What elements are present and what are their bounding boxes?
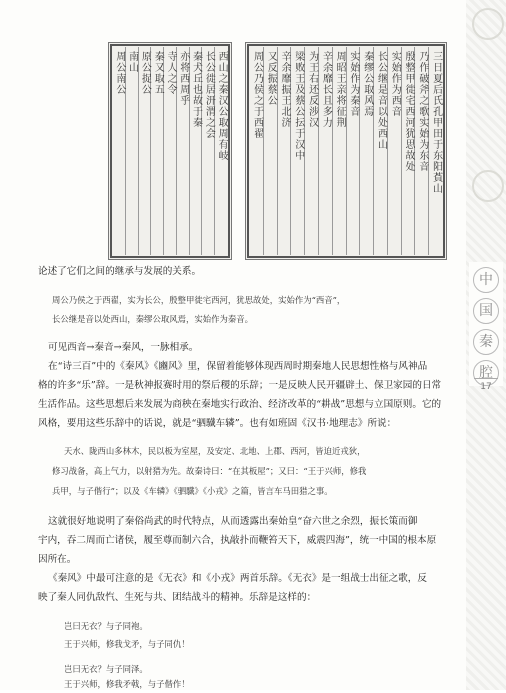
scan-column: 乃作破斧之歌实始为东音 bbox=[416, 51, 428, 172]
knot-ornament-icon bbox=[472, 170, 504, 202]
paragraph-2-line: 在“诗三百”中的《秦风》《豳风》里，保留着能够体现西周时期秦地人民思想性格与风神品 bbox=[48, 361, 428, 372]
knot-ornament-icon bbox=[472, 8, 504, 40]
scan-column: 周公乃侯之于西翟 bbox=[251, 51, 263, 139]
poem-line: 岂曰无衣？与子同袍。 bbox=[64, 621, 148, 631]
book-title-label bbox=[469, 262, 503, 386]
title-char: 中 bbox=[473, 267, 499, 293]
paragraph-2-line: 生活作品。这些思想后来发展为商秧在秦地实行政治、经济改革的“耕战”思想与立国原则。它的 bbox=[38, 399, 442, 410]
scan-column: 周公南公 bbox=[113, 51, 125, 95]
paragraph-2-line: 风格，要用这些乐辞中的话说，就是“驷驖车辚”。也有如班固《汉书·地理志》所说： bbox=[38, 418, 397, 429]
paragraph-2-line: 格的许多“乐”辞。一是秋神报赛时用的祭后稷的乐辞；一是反映人民开疆辟土、保卫家园的日常 bbox=[38, 380, 442, 391]
title-char: 国 bbox=[473, 298, 499, 324]
scan-column: 原公捉公 bbox=[139, 51, 151, 95]
scan-column: 秦犬丘也故于秦 bbox=[190, 51, 202, 128]
scan-column: 西山之秦汉公取周有岐 bbox=[216, 51, 228, 161]
paragraph-3-line: 《秦风》中最可注意的是《无衣》和《小戎》两首乐辞。《无衣》是一组战士出征之歌，反 bbox=[48, 573, 427, 584]
scan-column: 长公徙居汧渭之会 bbox=[203, 51, 215, 139]
scan-column: 实始作为西音 bbox=[389, 51, 401, 117]
woodblock-scan-left bbox=[108, 42, 232, 260]
quote-1-line: 长公继是音以处西山，秦缪公取风焉，实始作为秦音。 bbox=[52, 314, 253, 324]
poem-line: 王于兴师，修我戈矛，与子同仇！ bbox=[64, 639, 190, 649]
paragraph-1: 论述了它们之间的继承与发展的关系。 bbox=[38, 266, 202, 277]
scan-column: 又反振蔡公 bbox=[265, 51, 277, 106]
title-char: 秦 bbox=[473, 329, 499, 355]
scan-column: 长公继是音以处西山 bbox=[375, 51, 387, 150]
scan-column: 辛余靡振王北济 bbox=[279, 51, 291, 128]
scan-column: 辛余靡长且多力 bbox=[320, 51, 332, 128]
scan-column: 为王右还反涉汉 bbox=[306, 51, 318, 128]
scan-column: 三日夏后氏孔甲田于东阳萯山 bbox=[430, 51, 442, 194]
scan-column: 梁败王及蔡公抎于汉中 bbox=[292, 51, 304, 161]
page-number: 17 bbox=[474, 378, 498, 392]
quote-2-line: 天水、陇西山多林木，民以板为室屋，及安定、北地、上郡、西河，皆迫近戎狄， bbox=[64, 446, 366, 456]
scan-column: 南山 bbox=[126, 51, 138, 73]
paragraph-2-line: 可见西音→秦音→秦风，一脉相承。 bbox=[48, 342, 199, 353]
paragraph-3-line: 宇内，吞二周而亡诸侯，履至尊而制六合，执敲扑而鞭笞天下，威震四海”，统一中国的根本原 bbox=[38, 535, 437, 546]
scan-column: 殷整甲徙宅西河犹思故处 bbox=[403, 51, 415, 172]
scan-column: 周昭王亲将征荆 bbox=[334, 51, 346, 128]
woodblock-scan-right bbox=[245, 42, 447, 260]
paragraph-3-line: 因所在。 bbox=[38, 554, 77, 565]
quote-2-line: 修习战备，高上气力，以射猎为先。故秦诗曰：“在其板屋”；又曰：“王于兴师，修我 bbox=[52, 466, 367, 476]
scan-column: 亦将西周乎 bbox=[177, 51, 189, 106]
quote-1-line: 周公乃侯之于西翟，实为长公，殷整甲徙宅西河，犹思故处，实始作为“西音”， bbox=[52, 295, 346, 305]
paragraph-3-line: 这就很好地说明了秦俗尚武的时代特点，从而透露出秦始皇“奋六世之余烈，振长策而御 bbox=[48, 516, 418, 527]
title-char: 腔 bbox=[473, 360, 499, 386]
paragraph-3-line: 映了秦人同仇敌忾、生死与共、团结战斗的精神。乐辞是这样的： bbox=[38, 592, 317, 603]
poem-line: 岂曰无衣？与子同泽。 bbox=[64, 664, 148, 674]
scan-column: 寺人之令 bbox=[164, 51, 176, 95]
poem-line: 王于兴师，修我矛戟，与子偕作！ bbox=[64, 679, 190, 689]
scan-column: 秦又取五 bbox=[152, 51, 164, 95]
quote-2-line: 兵甲，与子偕行”；以及《车辚》《驷驖》《小戎》之篇，皆言车马田猎之事。 bbox=[52, 486, 333, 496]
scan-column: 秦缪公取风焉 bbox=[361, 51, 373, 117]
scan-column: 实始作为秦音 bbox=[347, 51, 359, 117]
